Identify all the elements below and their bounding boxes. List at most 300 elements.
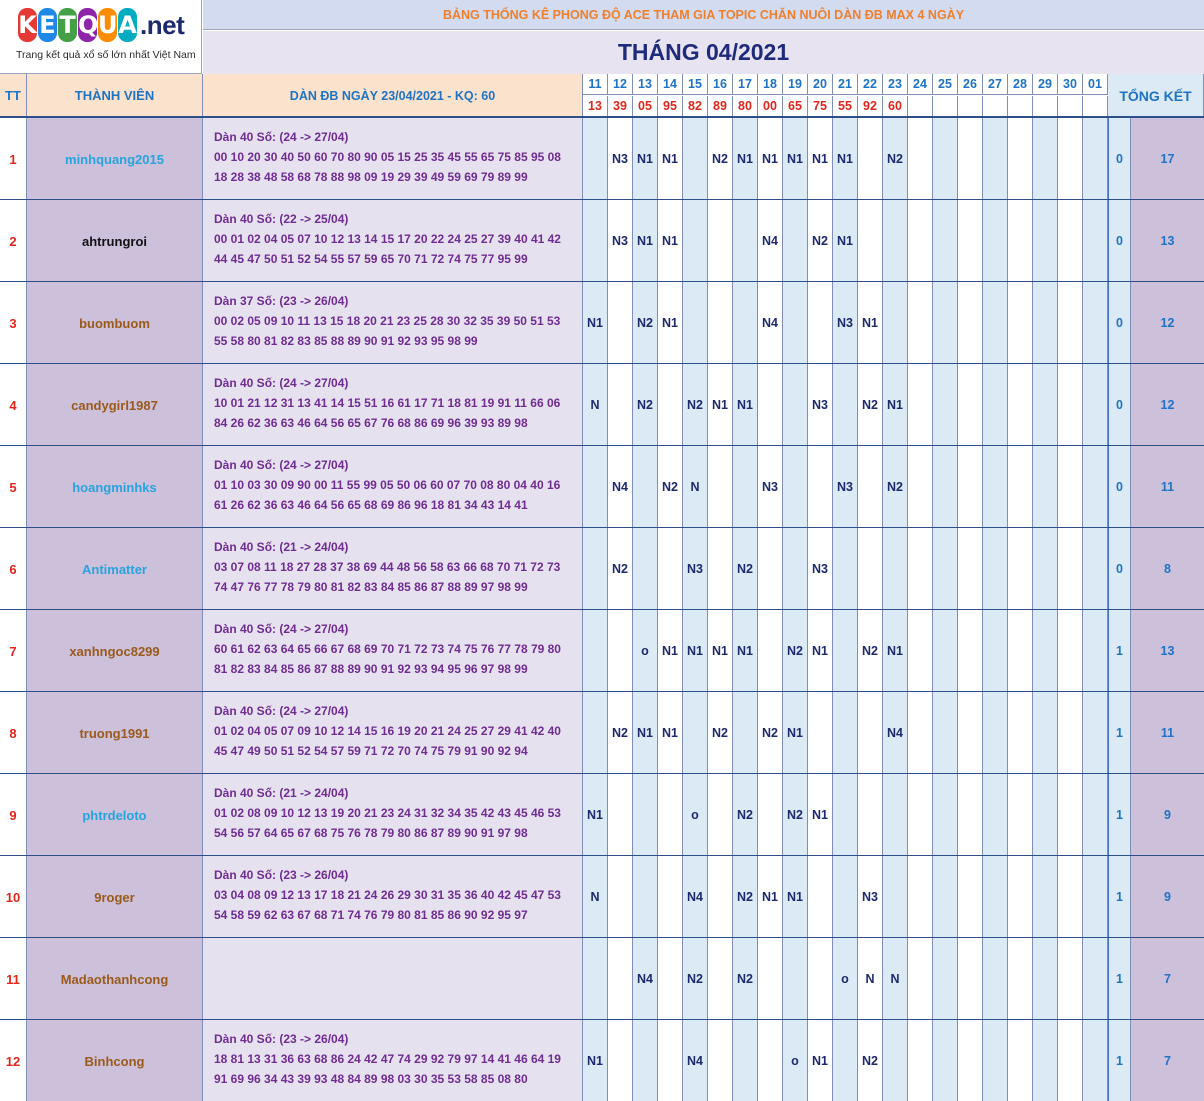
status-count: 0 xyxy=(1108,118,1131,200)
hit-mark xyxy=(933,856,958,938)
total-score: 17 xyxy=(1131,118,1204,200)
dan-line: 00 01 02 04 05 07 10 12 13 14 15 17 20 22 24 25 27 39 40 41 42 xyxy=(214,232,561,246)
hit-mark xyxy=(858,446,883,528)
hit-mark xyxy=(883,200,908,282)
total-score: 13 xyxy=(1131,200,1204,282)
hit-mark xyxy=(608,856,633,938)
dan-numbers xyxy=(203,938,583,1020)
hit-mark: N2 xyxy=(758,692,783,774)
hit-mark xyxy=(1058,528,1083,610)
row-number: 2 xyxy=(0,200,27,282)
hit-mark: N xyxy=(583,364,608,446)
hit-mark xyxy=(908,774,933,856)
hit-mark xyxy=(1083,692,1108,774)
dan-line: 44 45 47 50 51 52 54 55 57 59 65 70 71 72 74 75 77 95 99 xyxy=(214,252,528,266)
hit-mark xyxy=(983,446,1008,528)
hit-mark xyxy=(808,446,833,528)
hit-mark: N1 xyxy=(883,610,908,692)
logo-tagline: Trang kết quả xổ số lớn nhất Việt Nam xyxy=(16,49,196,61)
hit-mark: o xyxy=(783,1020,808,1101)
hit-mark: N1 xyxy=(808,1020,833,1101)
status-count: 1 xyxy=(1108,692,1131,774)
hit-mark: N1 xyxy=(733,364,758,446)
hit-mark xyxy=(1083,118,1108,200)
hit-mark xyxy=(908,364,933,446)
hit-mark xyxy=(708,774,733,856)
table-row xyxy=(0,446,1204,528)
hit-mark xyxy=(908,118,933,200)
logo-letter: K xyxy=(18,8,37,42)
hit-mark xyxy=(1008,692,1033,774)
dan-line: 81 82 83 84 85 86 87 88 89 90 91 92 93 94 95 96 97 98 99 xyxy=(214,662,528,676)
hit-mark: N2 xyxy=(733,938,758,1020)
hit-mark xyxy=(1083,282,1108,364)
hit-mark: N2 xyxy=(733,528,758,610)
dan-numbers xyxy=(203,856,583,938)
member-name[interactable]: minhquang2015 xyxy=(27,118,203,200)
hit-mark xyxy=(858,774,883,856)
hit-mark xyxy=(758,774,783,856)
hit-mark xyxy=(1058,364,1083,446)
hit-mark xyxy=(658,528,683,610)
hit-mark xyxy=(583,200,608,282)
hit-mark xyxy=(908,446,933,528)
hit-mark xyxy=(708,200,733,282)
day-header-cell: 12 xyxy=(608,74,633,95)
hit-mark: N xyxy=(583,856,608,938)
hit-mark: N1 xyxy=(783,856,808,938)
table-row xyxy=(0,938,1204,1020)
hit-mark xyxy=(1058,282,1083,364)
row-number: 8 xyxy=(0,692,27,774)
logo-letter: A xyxy=(118,8,137,42)
dan-numbers xyxy=(203,528,583,610)
hit-mark xyxy=(633,774,658,856)
hit-mark xyxy=(1058,610,1083,692)
result-cell: 92 xyxy=(858,96,883,117)
logo-suffix: .net xyxy=(140,9,185,40)
day-header-cell: 21 xyxy=(833,74,858,95)
hit-mark: N xyxy=(858,938,883,1020)
dan-line: 45 47 49 50 51 52 54 57 59 71 72 70 74 75 79 91 90 92 94 xyxy=(214,744,528,758)
dan-line: Dàn 40 Số: (21 -> 24/04) xyxy=(214,786,349,800)
total-score: 12 xyxy=(1131,364,1204,446)
table-row xyxy=(0,610,1204,692)
hit-mark xyxy=(858,692,883,774)
result-cell: 65 xyxy=(783,96,808,117)
hit-mark xyxy=(808,856,833,938)
total-score: 8 xyxy=(1131,528,1204,610)
hit-mark xyxy=(933,118,958,200)
total-score: 11 xyxy=(1131,692,1204,774)
dan-line: 91 69 96 34 43 39 93 48 84 89 98 03 30 35 53 58 85 08 80 xyxy=(214,1072,528,1086)
hit-mark xyxy=(1083,1020,1108,1101)
hit-mark xyxy=(983,364,1008,446)
hit-mark xyxy=(1033,282,1058,364)
total-score: 11 xyxy=(1131,446,1204,528)
hit-mark xyxy=(933,200,958,282)
result-cell xyxy=(1008,96,1033,117)
member-name[interactable]: phtrdeloto xyxy=(27,774,203,856)
row-number: 11 xyxy=(0,938,27,1020)
hit-mark xyxy=(583,938,608,1020)
hit-mark xyxy=(958,774,983,856)
hit-mark xyxy=(708,1020,733,1101)
table-row xyxy=(0,1020,1204,1101)
member-name[interactable]: truong1991 xyxy=(27,692,203,774)
hit-mark: N3 xyxy=(608,118,633,200)
hit-mark xyxy=(1083,200,1108,282)
hit-mark xyxy=(833,692,858,774)
hit-mark xyxy=(758,528,783,610)
hit-mark xyxy=(783,528,808,610)
hit-mark xyxy=(1008,282,1033,364)
hit-mark xyxy=(608,1020,633,1101)
hit-mark: N1 xyxy=(708,364,733,446)
dan-numbers xyxy=(203,118,583,200)
dan-line: Dàn 40 Số: (22 -> 25/04) xyxy=(214,212,349,226)
member-name[interactable]: Binhcong xyxy=(27,1020,203,1101)
hit-mark xyxy=(958,610,983,692)
member-name[interactable]: xanhngoc8299 xyxy=(27,610,203,692)
hit-mark xyxy=(908,282,933,364)
hit-mark xyxy=(608,364,633,446)
hit-mark xyxy=(833,856,858,938)
hit-mark xyxy=(958,364,983,446)
table-row xyxy=(0,774,1204,856)
hit-mark xyxy=(608,610,633,692)
hit-mark: N2 xyxy=(858,364,883,446)
total-score: 7 xyxy=(1131,938,1204,1020)
hit-mark xyxy=(933,938,958,1020)
hit-mark xyxy=(1008,610,1033,692)
hit-mark: o xyxy=(633,610,658,692)
hit-mark: N2 xyxy=(608,692,633,774)
hit-mark xyxy=(883,1020,908,1101)
hit-mark xyxy=(958,938,983,1020)
day-header-cell: 26 xyxy=(958,74,983,95)
total-score: 13 xyxy=(1131,610,1204,692)
day-header-cell: 22 xyxy=(858,74,883,95)
hit-mark xyxy=(933,282,958,364)
hit-mark xyxy=(708,446,733,528)
hit-mark xyxy=(1058,118,1083,200)
hit-mark xyxy=(808,692,833,774)
hit-mark: N1 xyxy=(658,282,683,364)
hit-mark xyxy=(933,610,958,692)
hit-mark xyxy=(983,118,1008,200)
table-row xyxy=(0,692,1204,774)
row-number: 5 xyxy=(0,446,27,528)
hit-mark xyxy=(958,692,983,774)
hit-mark xyxy=(758,938,783,1020)
hit-mark xyxy=(608,282,633,364)
dan-line: 03 07 08 11 18 27 28 37 38 69 44 48 56 58 63 66 68 70 71 72 73 xyxy=(214,560,561,574)
hit-mark: N3 xyxy=(758,446,783,528)
hit-mark xyxy=(1083,528,1108,610)
hit-mark: N2 xyxy=(858,610,883,692)
hit-mark xyxy=(1033,610,1058,692)
day-header-cell: 18 xyxy=(758,74,783,95)
hit-mark xyxy=(908,856,933,938)
hit-mark: N1 xyxy=(733,118,758,200)
hit-mark xyxy=(658,364,683,446)
hit-mark xyxy=(983,200,1008,282)
hit-mark: N1 xyxy=(833,200,858,282)
day-header-cell: 29 xyxy=(1033,74,1058,95)
hit-mark xyxy=(1033,1020,1058,1101)
dan-line: 10 01 21 12 31 13 41 14 15 51 16 61 17 71 18 81 19 91 11 66 06 xyxy=(214,396,561,410)
hit-mark: N2 xyxy=(733,856,758,938)
hit-mark: N1 xyxy=(758,856,783,938)
hit-mark xyxy=(733,446,758,528)
dan-line: 03 04 08 09 12 13 17 18 21 24 26 29 30 31 35 36 40 42 45 47 53 xyxy=(214,888,561,902)
dan-line: Dàn 40 Số: (24 -> 27/04) xyxy=(214,622,349,636)
dan-numbers xyxy=(203,200,583,282)
member-name[interactable]: hoangminhks xyxy=(27,446,203,528)
status-count: 1 xyxy=(1108,774,1131,856)
result-cell xyxy=(958,96,983,117)
hit-mark: N xyxy=(883,938,908,1020)
hit-mark: N2 xyxy=(783,610,808,692)
hit-mark xyxy=(583,610,608,692)
result-cell: 89 xyxy=(708,96,733,117)
hit-mark: N2 xyxy=(883,118,908,200)
hit-mark xyxy=(983,774,1008,856)
hit-mark xyxy=(683,200,708,282)
day-header-cell: 30 xyxy=(1058,74,1083,95)
hit-mark: N1 xyxy=(833,118,858,200)
hit-mark xyxy=(758,1020,783,1101)
hit-mark xyxy=(658,856,683,938)
hit-mark xyxy=(808,938,833,1020)
hit-mark xyxy=(933,446,958,528)
member-name[interactable]: Antimatter xyxy=(27,528,203,610)
table-row xyxy=(0,364,1204,446)
dan-line: Dàn 40 Số: (24 -> 27/04) xyxy=(214,704,349,718)
member-name[interactable]: Madaothanhcong xyxy=(27,938,203,1020)
hit-mark: N1 xyxy=(708,610,733,692)
hit-mark xyxy=(958,1020,983,1101)
hit-mark xyxy=(733,692,758,774)
day-header-cell: 13 xyxy=(633,74,658,95)
table-title: BẢNG THỐNG KÊ PHONG ĐỘ ACE THAM GIA TOPIC CHĂN NUÔI DÀN ĐB MAX 4 NGÀY xyxy=(203,0,1204,30)
result-cell xyxy=(1083,96,1108,117)
hit-mark xyxy=(1008,118,1033,200)
hit-mark: N1 xyxy=(583,282,608,364)
hit-mark xyxy=(933,774,958,856)
row-number: 10 xyxy=(0,856,27,938)
hit-mark: N4 xyxy=(758,282,783,364)
result-cell: 13 xyxy=(583,96,608,117)
dan-numbers xyxy=(203,692,583,774)
dan-numbers xyxy=(203,446,583,528)
hit-mark xyxy=(1008,938,1033,1020)
hit-mark xyxy=(783,282,808,364)
dan-numbers xyxy=(203,1020,583,1101)
total-score: 9 xyxy=(1131,774,1204,856)
total-score: 12 xyxy=(1131,282,1204,364)
dan-line: Dàn 40 Số: (24 -> 27/04) xyxy=(214,376,349,390)
hit-mark: N3 xyxy=(808,528,833,610)
hit-mark xyxy=(1033,364,1058,446)
hit-mark: N4 xyxy=(683,1020,708,1101)
header-total: TỔNG KẾT xyxy=(1108,74,1204,117)
hit-mark xyxy=(958,118,983,200)
hit-mark: N1 xyxy=(783,692,808,774)
hit-mark: N3 xyxy=(683,528,708,610)
hit-mark xyxy=(1033,446,1058,528)
hit-mark xyxy=(1008,446,1033,528)
day-header-cell: 28 xyxy=(1008,74,1033,95)
day-header-cell: 20 xyxy=(808,74,833,95)
hit-mark xyxy=(1033,200,1058,282)
dan-line: 60 61 62 63 64 65 66 67 68 69 70 71 72 73 74 75 76 77 78 79 80 xyxy=(214,642,561,656)
hit-mark: N2 xyxy=(658,446,683,528)
hit-mark xyxy=(883,282,908,364)
hit-mark: N2 xyxy=(683,364,708,446)
hit-mark xyxy=(1033,774,1058,856)
logo-letter: Q xyxy=(78,8,97,42)
result-cell: 00 xyxy=(758,96,783,117)
result-cell xyxy=(1033,96,1058,117)
status-count: 1 xyxy=(1108,610,1131,692)
hit-mark xyxy=(983,938,1008,1020)
logo-area[interactable] xyxy=(0,0,202,74)
header-tt: TT xyxy=(0,74,27,117)
dan-line: 01 02 04 05 07 09 10 12 14 15 16 19 20 21 24 25 27 29 41 42 40 xyxy=(214,724,561,738)
hit-mark: N2 xyxy=(708,692,733,774)
hit-mark xyxy=(1058,446,1083,528)
hit-mark xyxy=(958,446,983,528)
hit-mark xyxy=(908,610,933,692)
hit-mark: N3 xyxy=(808,364,833,446)
status-count: 0 xyxy=(1108,528,1131,610)
member-name[interactable]: buombuom xyxy=(27,282,203,364)
hit-mark xyxy=(583,118,608,200)
hit-mark: N1 xyxy=(633,200,658,282)
result-cell xyxy=(983,96,1008,117)
member-name[interactable]: ahtrungroi xyxy=(27,200,203,282)
hit-mark xyxy=(1083,938,1108,1020)
hit-mark xyxy=(583,446,608,528)
hit-mark xyxy=(633,446,658,528)
hit-mark: N1 xyxy=(583,774,608,856)
row-number: 7 xyxy=(0,610,27,692)
hit-mark: N2 xyxy=(808,200,833,282)
status-count: 1 xyxy=(1108,938,1131,1020)
hit-mark xyxy=(1008,528,1033,610)
result-cell: 05 xyxy=(633,96,658,117)
hit-mark xyxy=(908,692,933,774)
hit-mark: N xyxy=(683,446,708,528)
hit-mark xyxy=(1033,938,1058,1020)
hit-mark xyxy=(1083,856,1108,938)
member-name[interactable]: candygirl1987 xyxy=(27,364,203,446)
row-number: 9 xyxy=(0,774,27,856)
table-row xyxy=(0,118,1204,200)
hit-mark xyxy=(708,938,733,1020)
hit-mark xyxy=(683,118,708,200)
hit-mark xyxy=(933,528,958,610)
hit-mark: N1 xyxy=(733,610,758,692)
dan-line: 18 28 38 48 58 68 78 88 98 09 19 29 39 49 59 69 79 89 99 xyxy=(214,170,528,184)
row-number: 6 xyxy=(0,528,27,610)
dan-line: Dàn 40 Số: (24 -> 27/04) xyxy=(214,130,349,144)
hit-mark: N3 xyxy=(833,282,858,364)
ketqua-logo[interactable] xyxy=(18,8,184,42)
hit-mark xyxy=(733,1020,758,1101)
dan-line: 74 47 76 77 78 79 80 81 82 83 84 85 86 87 88 89 97 98 99 xyxy=(214,580,528,594)
status-count: 1 xyxy=(1108,856,1131,938)
hit-mark xyxy=(608,774,633,856)
hit-mark: N1 xyxy=(658,200,683,282)
hit-mark xyxy=(1033,528,1058,610)
hit-mark xyxy=(1008,856,1033,938)
hit-mark xyxy=(758,364,783,446)
hit-mark xyxy=(583,528,608,610)
status-count: 0 xyxy=(1108,282,1131,364)
hit-mark xyxy=(958,200,983,282)
dan-line: 01 10 03 30 09 90 00 11 55 99 05 50 06 60 07 70 08 80 04 40 16 xyxy=(214,478,561,492)
day-header-cell: 23 xyxy=(883,74,908,95)
table-row xyxy=(0,200,1204,282)
dan-line: 55 58 80 81 82 83 85 88 89 90 91 92 93 95 98 99 xyxy=(214,334,478,348)
hit-mark xyxy=(983,282,1008,364)
dan-line: 84 26 62 36 63 46 64 56 65 67 76 68 86 69 96 39 93 89 98 xyxy=(214,416,528,430)
hit-mark xyxy=(833,774,858,856)
hit-mark: N4 xyxy=(758,200,783,282)
status-count: 0 xyxy=(1108,446,1131,528)
result-cell: 39 xyxy=(608,96,633,117)
hit-mark xyxy=(1008,774,1033,856)
status-count: 1 xyxy=(1108,1020,1131,1101)
status-count: 0 xyxy=(1108,364,1131,446)
hit-mark xyxy=(1083,364,1108,446)
hit-mark xyxy=(958,282,983,364)
hit-mark: N2 xyxy=(783,774,808,856)
status-count: 0 xyxy=(1108,200,1131,282)
dan-line: 00 02 05 09 10 11 13 15 18 20 21 23 25 28 30 32 35 39 50 51 53 xyxy=(214,314,561,328)
hit-mark xyxy=(1083,610,1108,692)
hit-mark xyxy=(933,364,958,446)
result-cell: 80 xyxy=(733,96,758,117)
hit-mark xyxy=(658,774,683,856)
hit-mark xyxy=(1058,200,1083,282)
hit-mark: N1 xyxy=(808,118,833,200)
hit-mark xyxy=(833,610,858,692)
hit-mark xyxy=(1033,692,1058,774)
table-row xyxy=(0,856,1204,938)
hit-mark xyxy=(683,692,708,774)
hit-mark xyxy=(783,446,808,528)
hit-mark: N1 xyxy=(633,692,658,774)
hit-mark xyxy=(1058,1020,1083,1101)
total-score: 7 xyxy=(1131,1020,1204,1101)
hit-mark xyxy=(983,856,1008,938)
hit-mark xyxy=(883,856,908,938)
hit-mark: N4 xyxy=(633,938,658,1020)
hit-mark: N1 xyxy=(583,1020,608,1101)
day-header-cell: 15 xyxy=(683,74,708,95)
hit-mark xyxy=(1008,364,1033,446)
hit-mark xyxy=(858,528,883,610)
result-cell xyxy=(908,96,933,117)
member-name[interactable]: 9roger xyxy=(27,856,203,938)
hit-mark xyxy=(833,364,858,446)
result-cell: 55 xyxy=(833,96,858,117)
hit-mark xyxy=(983,692,1008,774)
